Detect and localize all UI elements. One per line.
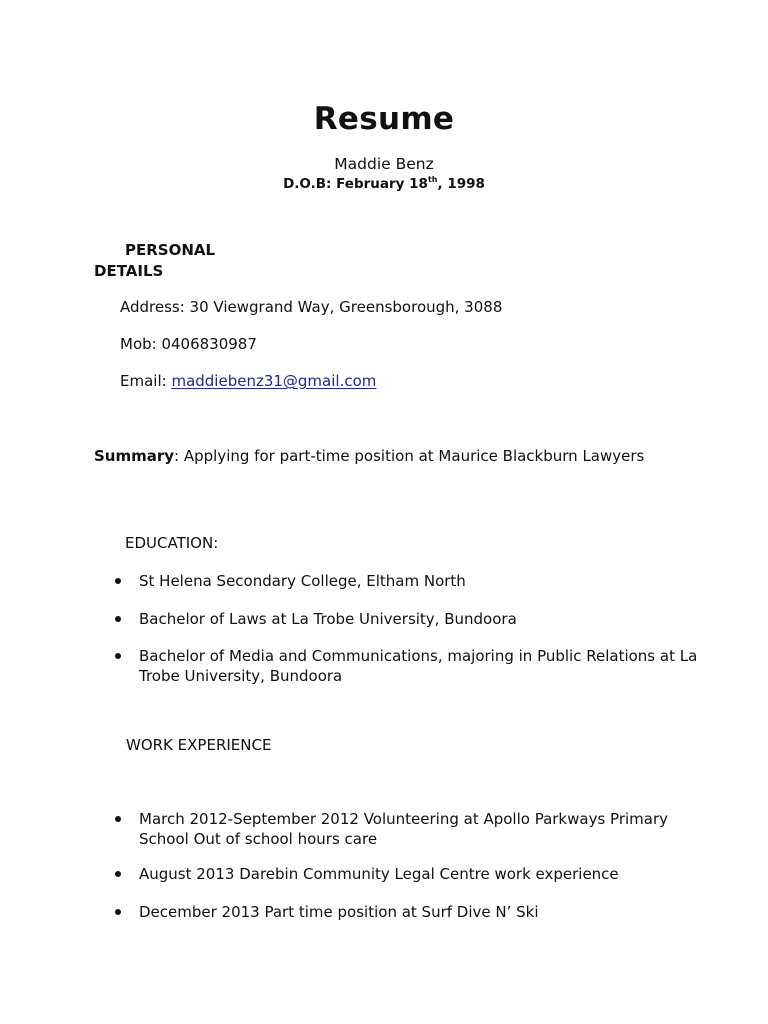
education-item-text: Bachelor of Laws at La Trobe University, Bundoora xyxy=(139,610,517,628)
bullet-icon xyxy=(115,871,121,877)
date-of-birth xyxy=(0,176,768,192)
bullet-icon xyxy=(115,653,121,659)
personal-details-heading-line1: PERSONAL xyxy=(125,241,216,259)
summary-text: : Applying for part-time position at Maurice Blackburn Lawyers xyxy=(174,447,645,465)
mobile-line: Mob: 0406830987 xyxy=(120,335,257,353)
address-line: Address: 30 Viewgrand Way, Greensborough, 3088 xyxy=(120,298,503,316)
email-label: Email: xyxy=(120,372,172,390)
work-experience-heading: WORK EXPERIENCE xyxy=(126,736,272,754)
education-heading: EDUCATION: xyxy=(125,534,219,552)
summary-paragraph xyxy=(94,446,674,466)
work-item-text: March 2012-September 2012 Volunteering at Apollo Parkways Primary School Out of school hours care xyxy=(139,810,669,848)
dob-superscript: th xyxy=(427,175,438,184)
email-link[interactable]: maddiebenz31@gmail.com xyxy=(171,372,377,390)
work-item-text: August 2013 Darebin Community Legal Centre work experience xyxy=(139,865,619,883)
education-item-text: St Helena Secondary College, Eltham North xyxy=(139,572,466,590)
dob-prefix: D.O.B: February 18 xyxy=(283,176,428,192)
work-item-text: December 2013 Part time position at Surf Dive N’ Ski xyxy=(139,903,539,921)
bullet-icon xyxy=(115,616,121,622)
bullet-icon xyxy=(115,909,121,915)
education-item-text: Bachelor of Media and Communications, majoring in Public Relations at La Trobe University, Bundoora xyxy=(139,647,698,685)
bullet-icon xyxy=(115,816,121,822)
summary-label: Summary xyxy=(94,447,175,465)
email-line xyxy=(120,372,376,390)
personal-details-heading-line2: DETAILS xyxy=(94,262,164,280)
page-title: Resume xyxy=(313,101,455,137)
bullet-icon xyxy=(115,578,121,584)
candidate-name: Maddie Benz xyxy=(334,155,434,173)
dob-suffix: , 1998 xyxy=(437,176,485,192)
